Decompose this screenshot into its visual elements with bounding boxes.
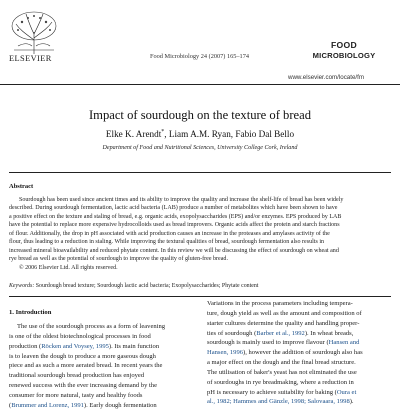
text-line: [207, 358, 393, 368]
text-line: [9, 352, 195, 362]
text-span: production (: [9, 342, 42, 350]
elsevier-tree-icon: [8, 10, 60, 56]
text-line: [9, 371, 195, 381]
text-line: [207, 329, 393, 339]
abstract-line: flour, thus leading to a reduction in staling. While improving the textural qualities of bread, sourdough fermentation also results in: [9, 239, 325, 246]
abstract-line: © 2006 Elsevier Ltd. All rights reserved.: [19, 264, 118, 271]
text-span: is one of the oldest biotechnological processes in food: [9, 332, 151, 340]
text-line: [207, 397, 393, 407]
authors-rest: , Liam A.M. Ryan, Fabio Dal Bello: [164, 129, 295, 140]
citation-link[interactable]: Hansen and: [328, 339, 360, 347]
text-line: [9, 332, 195, 342]
text-span: ).: [349, 398, 354, 406]
introduction-heading: 1. Introduction: [9, 309, 52, 316]
text-span: ties of sourdough (: [207, 329, 257, 337]
citation-link[interactable]: Röcken and Voysey, 1995: [41, 342, 109, 350]
text-span: renewed success with the ever increasing demand by the: [9, 382, 157, 390]
corresponding-author-mark[interactable]: *: [161, 129, 165, 135]
text-span: ). In wheat breads,: [304, 329, 354, 337]
left-column-text: [9, 322, 195, 411]
abstract-line: described. During sourdough fermentation, lactic acid bacteria (LAB) produce a number of metabolites which have been shown to have: [9, 205, 338, 212]
journal-citation: Food Microbiology 24 (2007) 165–174: [150, 53, 249, 60]
citation-link[interactable]: Oura et: [336, 388, 357, 396]
abstract-line: increased mineral bioavailability and reduced phytate content. In this review we will be discussing the effect of sourdough on wheat and: [9, 247, 339, 254]
abstract-line: a positive effect on the texture and staling of bread, e.g. organic acids, exopolysaccharides (EPS) and/or enzymes. EPS produced by LAB: [9, 213, 342, 220]
text-line: [207, 309, 393, 319]
text-line: [9, 342, 195, 352]
abstract-line: have the potential to replace more expensive hydrocolloids used as bread improvers. Organic acids affect the protein and starch fractions: [9, 222, 340, 229]
text-span: piece and as such a more aerated bread. In recent years the: [9, 362, 163, 370]
text-span: traditional sourdough bread production has enjoyed: [9, 372, 145, 380]
text-span: of sourdoughs in rye breadmaking, where a reduction in: [207, 378, 354, 386]
keywords-line: [9, 283, 258, 289]
publisher-name: ELSEVIER: [9, 54, 52, 63]
right-column-text: [207, 299, 393, 407]
text-line: [207, 338, 393, 348]
text-span: The use of the sourdough process as a form of leavening: [17, 323, 165, 330]
text-span: ). Its main function: [108, 342, 160, 350]
abstract-line: of flour. Additionally, the drop in pH associated with acid production causes an increase in the proteases and amylases activity of the: [9, 230, 330, 237]
text-span: consumer for more natural, tasty and healthy foods: [9, 391, 143, 399]
text-line: [207, 348, 393, 358]
abstract-line: rye bread as well as the potential of sourdough to improve the quality of gluten-free bread.: [9, 256, 228, 263]
text-line: [9, 401, 195, 411]
author-list: [0, 129, 400, 139]
keywords-text: Sourdough bread texture; Sourdough lactic acid bacteria; Exopolysaccharides; Phytate content: [34, 283, 259, 289]
text-span: a major effect on the dough and the final bread structure.: [207, 359, 356, 367]
journal-title-block: [302, 40, 386, 60]
text-line: [207, 368, 393, 378]
text-line: [207, 319, 393, 329]
journal-name-line-2: MICROBIOLOGY: [312, 51, 376, 60]
abstract-top-rule: [9, 172, 391, 173]
keywords-label: Keywords:: [9, 283, 35, 289]
journal-name-line-1: FOOD: [330, 40, 358, 50]
citation-link[interactable]: Brummer and Lorenz, 1991: [11, 401, 84, 409]
abstract-bottom-rule: [9, 296, 391, 297]
text-span: ), however the addition of sourdough also has: [243, 349, 363, 357]
text-span: sourdough is mainly used to improve flavour (: [207, 339, 329, 347]
author-arendt[interactable]: Elke K. Arendt: [105, 129, 162, 140]
author-affiliation: Department of Food and Nutritional Sciences, University College Cork, Ireland: [102, 145, 298, 151]
abstract-heading: Abstract: [9, 183, 34, 190]
text-span: The utilisation of baker's yeast has not eliminated the use: [207, 368, 357, 376]
text-span: ture, dough yield as well as the amount and composition of: [207, 309, 362, 317]
text-span: Variations in the process parameters including tempera-: [207, 300, 353, 307]
text-line: [9, 361, 195, 371]
citation-link[interactable]: Barber et al., 1992: [256, 329, 305, 337]
elsevier-logo: [8, 10, 60, 66]
journal-url-link[interactable]: www.elsevier.com/locate/fm: [288, 74, 364, 81]
header-rule: [0, 84, 400, 85]
citation-link[interactable]: al., 1982; Hammes and Gänzle, 1998; Salovaara, 1998: [207, 398, 350, 406]
text-span: starter cultures determine the quality and handling proper-: [207, 319, 360, 327]
text-line: [207, 388, 393, 398]
text-span: pH is necessary to achieve suitability for baking (: [207, 388, 337, 396]
text-line: [9, 381, 195, 391]
text-span: ). Early dough fermentation: [83, 401, 157, 409]
text-line: [207, 299, 393, 309]
citation-link[interactable]: Hansen, 1996: [207, 349, 244, 357]
abstract-body: [9, 196, 391, 272]
text-line: [207, 378, 393, 388]
text-line: [9, 322, 195, 332]
text-line: [9, 391, 195, 401]
article-title: Impact of sourdough on the texture of bread: [88, 108, 312, 122]
text-span: (: [9, 401, 12, 409]
text-span: is to leaven the dough to produce a more gaseous dough: [9, 352, 156, 360]
abstract-line: Sourdough has been used since ancient times and its ability to improve the quality and increase the shelf-life of bread has been widely: [19, 197, 344, 203]
